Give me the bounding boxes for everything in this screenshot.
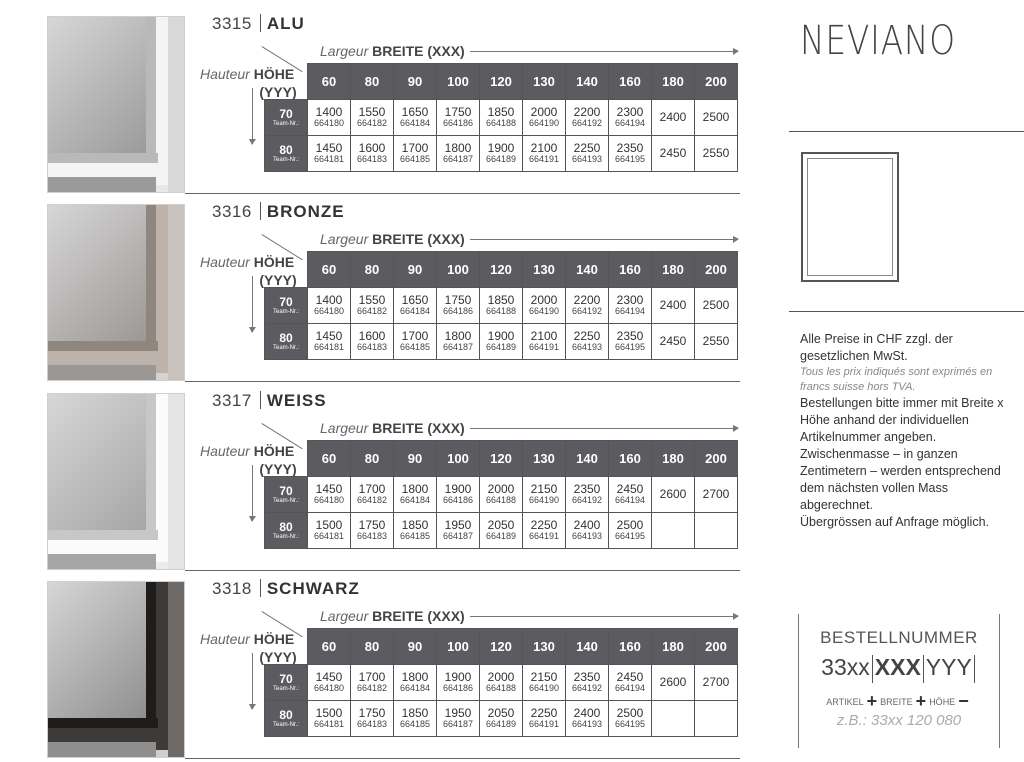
order-legend <box>799 691 999 712</box>
article-number: 664191 <box>528 531 560 542</box>
price-value: 2150 <box>530 670 558 685</box>
price-value: 1600 <box>358 141 386 156</box>
article-number: 664181 <box>313 531 345 542</box>
price-value: 2300 <box>616 293 644 308</box>
order-example: z.B.: 33xx 120 080 <box>836 712 962 729</box>
width-header: 200 <box>695 252 738 288</box>
price-cell <box>695 701 738 737</box>
price-value: 1700 <box>358 482 386 497</box>
price-value: 1750 <box>444 105 472 120</box>
price-value: 2600 <box>659 487 687 502</box>
finish-name: SCHWARZ <box>266 579 360 598</box>
article-number: 664188 <box>485 683 517 694</box>
article-number: 664190 <box>528 118 560 129</box>
article-number: 664183 <box>356 342 388 353</box>
article-number: 664195 <box>614 719 646 730</box>
price-value: 2550 <box>702 146 730 161</box>
minus-icon: − <box>958 691 969 711</box>
note-vat: Alle Preise in CHF zzgl. der gesetzlichen MwSt. <box>800 332 953 363</box>
article-number: 664185 <box>399 154 431 165</box>
article-number: 664185 <box>399 342 431 353</box>
price-value: 2600 <box>659 675 687 690</box>
price-value: 1800 <box>444 141 472 156</box>
article-number: 664188 <box>485 118 517 129</box>
price-cell <box>523 665 566 701</box>
width-header: 140 <box>566 629 609 665</box>
article-number: 664187 <box>442 342 474 353</box>
width-header: 120 <box>480 441 523 477</box>
article-number: 664191 <box>528 719 560 730</box>
price-cell <box>351 701 394 737</box>
price-value: 2050 <box>487 518 515 533</box>
article-number: 664195 <box>614 154 646 165</box>
article-number: 664184 <box>399 306 431 317</box>
width-header: 130 <box>523 441 566 477</box>
price-cell <box>652 665 695 701</box>
height-header: 70 Team-Nr.: <box>265 288 308 324</box>
price-value: 1800 <box>401 670 429 685</box>
section-separator <box>185 758 740 759</box>
article-number: 664190 <box>528 495 560 506</box>
width-header: 180 <box>652 64 695 100</box>
price-value: 2450 <box>616 482 644 497</box>
article-number: 664180 <box>313 118 345 129</box>
product-frame-icon <box>801 152 899 282</box>
price-value: 2000 <box>530 293 558 308</box>
price-value: 2500 <box>616 518 644 533</box>
article-number: 664186 <box>442 306 474 317</box>
article-number: 664188 <box>485 495 517 506</box>
height-axis-label: Hauteur HÖHE <box>200 66 295 82</box>
right-divider-2 <box>789 311 1024 312</box>
section-title <box>212 579 360 599</box>
article-number: 664180 <box>313 495 345 506</box>
price-cell <box>695 665 738 701</box>
article-number: 664187 <box>442 719 474 730</box>
price-value: 2200 <box>573 293 601 308</box>
plus-icon: + <box>915 691 927 711</box>
price-cell <box>308 665 351 701</box>
article-number: 664186 <box>442 683 474 694</box>
right-divider-1 <box>789 131 1024 132</box>
height-header: 80 Team-Nr.: <box>265 324 308 360</box>
price-value: 2700 <box>702 675 730 690</box>
price-value: 2100 <box>530 141 558 156</box>
width-header: 130 <box>523 252 566 288</box>
article-number: 664182 <box>356 118 388 129</box>
article-number: 664184 <box>399 118 431 129</box>
article-code: 3315 <box>212 14 252 33</box>
order-pattern <box>799 654 999 683</box>
width-header: 100 <box>437 629 480 665</box>
width-axis-label: Largeur BREITE (XXX) <box>320 420 465 436</box>
order-title: BESTELLNUMMER <box>820 628 978 647</box>
note-intermediate: Zwischenmasse – in ganzen Zentimetern – werden entsprechend dem nächsten vollen Mass abgerechnet. <box>800 447 1001 512</box>
price-value: 2350 <box>616 329 644 344</box>
article-number: 664182 <box>356 495 388 506</box>
price-value: 2400 <box>659 298 687 313</box>
article-number: 664192 <box>571 683 603 694</box>
height-header: 80 Team-Nr.: <box>265 513 308 549</box>
width-header: 130 <box>523 629 566 665</box>
width-header: 200 <box>695 64 738 100</box>
width-header: 90 <box>394 441 437 477</box>
width-header: 120 <box>480 629 523 665</box>
price-value: 1500 <box>315 518 343 533</box>
article-number: 664194 <box>614 495 646 506</box>
price-value: 1650 <box>401 105 429 120</box>
order-prefix: 33xx <box>821 654 870 680</box>
height-header: 80 Team-Nr.: <box>265 136 308 172</box>
price-value: 1750 <box>358 518 386 533</box>
price-value: 1550 <box>358 293 386 308</box>
price-value: 2250 <box>530 518 558 533</box>
width-header: 60 <box>308 64 351 100</box>
price-cell <box>480 665 523 701</box>
article-number: 664194 <box>614 306 646 317</box>
article-code: 3316 <box>212 202 252 221</box>
price-value: 2250 <box>573 141 601 156</box>
article-number: 664192 <box>571 118 603 129</box>
price-value: 1500 <box>315 706 343 721</box>
width-header: 180 <box>652 252 695 288</box>
price-value: 1800 <box>444 329 472 344</box>
width-header: 160 <box>609 64 652 100</box>
price-value: 1700 <box>401 141 429 156</box>
width-header: 100 <box>437 64 480 100</box>
price-value: 1450 <box>315 670 343 685</box>
price-value: 1900 <box>444 670 472 685</box>
width-header: 120 <box>480 64 523 100</box>
price-value: 2500 <box>616 706 644 721</box>
price-cell <box>351 665 394 701</box>
price-value: 1900 <box>487 141 515 156</box>
article-number: 664193 <box>571 531 603 542</box>
width-header: 80 <box>351 252 394 288</box>
article-number: 664182 <box>356 306 388 317</box>
price-value: 1450 <box>315 329 343 344</box>
price-value: 1950 <box>444 706 472 721</box>
price-value: 2400 <box>659 110 687 125</box>
article-number: 664193 <box>571 342 603 353</box>
article-number: 664181 <box>313 719 345 730</box>
article-number: 664190 <box>528 683 560 694</box>
price-value: 2550 <box>702 334 730 349</box>
price-value: 2000 <box>530 105 558 120</box>
finish-name: WEISS <box>266 391 327 410</box>
price-cell <box>566 701 609 737</box>
price-cell <box>609 701 652 737</box>
width-header: 120 <box>480 252 523 288</box>
price-value: 1550 <box>358 105 386 120</box>
width-header: 100 <box>437 441 480 477</box>
width-header: 180 <box>652 441 695 477</box>
height-code-label: (YYY) <box>259 461 297 477</box>
article-number: 664189 <box>485 154 517 165</box>
width-header: 160 <box>609 252 652 288</box>
height-header: 70 Team-Nr.: <box>265 100 308 136</box>
article-number: 664189 <box>485 342 517 353</box>
price-value: 2450 <box>659 334 687 349</box>
note-oversize: Übergrössen auf Anfrage möglich. <box>800 515 989 529</box>
article-number: 664191 <box>528 154 560 165</box>
article-number: 664188 <box>485 306 517 317</box>
price-cell <box>523 701 566 737</box>
article-number: 664183 <box>356 719 388 730</box>
order-number-box <box>798 614 1000 748</box>
price-value: 2700 <box>702 487 730 502</box>
price-cell <box>308 701 351 737</box>
width-axis-label: Largeur BREITE (XXX) <box>320 608 465 624</box>
price-cell <box>480 701 523 737</box>
article-number: 664189 <box>485 719 517 730</box>
height-axis-label: Hauteur HÖHE <box>200 443 295 459</box>
article-number: 664184 <box>399 495 431 506</box>
width-header: 160 <box>609 629 652 665</box>
width-header: 140 <box>566 64 609 100</box>
article-number: 664185 <box>399 719 431 730</box>
height-axis-label: Hauteur HÖHE <box>200 631 295 647</box>
article-number: 664194 <box>614 683 646 694</box>
width-header: 100 <box>437 252 480 288</box>
price-value: 2000 <box>487 670 515 685</box>
width-header: 140 <box>566 252 609 288</box>
order-yyy: YYY <box>925 654 972 680</box>
width-header: 200 <box>695 441 738 477</box>
height-code-label: (YYY) <box>259 272 297 288</box>
price-value: 2200 <box>573 105 601 120</box>
price-value: 2450 <box>659 146 687 161</box>
width-axis-label: Largeur BREITE (XXX) <box>320 43 465 59</box>
article-number: 664183 <box>356 531 388 542</box>
price-value: 1900 <box>487 329 515 344</box>
width-header: 90 <box>394 252 437 288</box>
price-notes <box>800 331 1005 531</box>
price-value: 1900 <box>444 482 472 497</box>
height-arrow-icon <box>252 653 253 709</box>
article-number: 664187 <box>442 531 474 542</box>
price-value: 1600 <box>358 329 386 344</box>
article-code: 3318 <box>212 579 252 598</box>
article-number: 664183 <box>356 154 388 165</box>
height-code-label: (YYY) <box>259 84 297 100</box>
width-axis-label: Largeur BREITE (XXX) <box>320 231 465 247</box>
price-value: 1850 <box>401 518 429 533</box>
article-number: 664189 <box>485 531 517 542</box>
article-number: 664187 <box>442 154 474 165</box>
article-number: 664186 <box>442 495 474 506</box>
price-value: 2250 <box>530 706 558 721</box>
width-header: 130 <box>523 64 566 100</box>
height-header: 80 Team-Nr.: <box>265 701 308 737</box>
price-value: 2350 <box>616 141 644 156</box>
article-number: 664192 <box>571 306 603 317</box>
finish-name: ALU <box>266 14 305 33</box>
price-cell <box>437 701 480 737</box>
price-cell <box>566 665 609 701</box>
article-number: 664192 <box>571 495 603 506</box>
price-value: 2250 <box>573 329 601 344</box>
width-header: 90 <box>394 629 437 665</box>
article-number: 664184 <box>399 683 431 694</box>
width-arrow-icon <box>470 616 738 617</box>
order-xxx: XXX <box>874 654 921 680</box>
width-header: 180 <box>652 629 695 665</box>
legend-breite: BREITE <box>880 697 913 707</box>
price-value: 2450 <box>616 670 644 685</box>
article-number: 664181 <box>313 154 345 165</box>
price-value: 1400 <box>315 293 343 308</box>
article-number: 664180 <box>313 683 345 694</box>
price-value: 2300 <box>616 105 644 120</box>
width-header: 160 <box>609 441 652 477</box>
article-number: 664181 <box>313 342 345 353</box>
price-value: 1750 <box>358 706 386 721</box>
width-header: 80 <box>351 64 394 100</box>
price-cell <box>394 701 437 737</box>
price-value: 1700 <box>358 670 386 685</box>
price-value: 1800 <box>401 482 429 497</box>
article-number: 664194 <box>614 118 646 129</box>
product-photo <box>47 581 185 758</box>
price-value: 1450 <box>315 141 343 156</box>
price-table <box>264 628 738 737</box>
article-number: 664193 <box>571 154 603 165</box>
article-number: 664190 <box>528 306 560 317</box>
article-number: 664182 <box>356 683 388 694</box>
article-number: 664186 <box>442 118 474 129</box>
width-header: 60 <box>308 252 351 288</box>
price-value: 2350 <box>573 670 601 685</box>
finish-name: BRONZE <box>266 202 345 221</box>
article-number: 664185 <box>399 531 431 542</box>
price-value: 1650 <box>401 293 429 308</box>
price-cell <box>437 665 480 701</box>
article-number: 664191 <box>528 342 560 353</box>
price-value: 1950 <box>444 518 472 533</box>
price-value: 2400 <box>573 518 601 533</box>
width-header: 60 <box>308 629 351 665</box>
price-value: 1400 <box>315 105 343 120</box>
brand-title: NEVIANO <box>800 18 956 64</box>
width-header: 200 <box>695 629 738 665</box>
width-header: 90 <box>394 64 437 100</box>
note-ordering: Bestellungen bitte immer mit Breite x Höhe anhand der individuellen Artikelnummer angeben. <box>800 396 1004 444</box>
price-value: 2350 <box>573 482 601 497</box>
price-cell <box>652 701 695 737</box>
height-header: 70 Team-Nr.: <box>265 477 308 513</box>
height-header: 70 Team-Nr.: <box>265 665 308 701</box>
legend-hohe: HÖHE <box>929 697 956 707</box>
width-header: 140 <box>566 441 609 477</box>
price-value: 2100 <box>530 329 558 344</box>
price-value: 1700 <box>401 329 429 344</box>
price-value: 2400 <box>573 706 601 721</box>
price-value: 2000 <box>487 482 515 497</box>
width-header: 80 <box>351 629 394 665</box>
price-value: 1750 <box>444 293 472 308</box>
price-cell <box>609 665 652 701</box>
article-code: 3317 <box>212 391 252 410</box>
price-value: 1850 <box>487 105 515 120</box>
note-vat-fr: Tous les prix indiqués sont exprimés en francs suisse hors TVA. <box>800 366 993 393</box>
article-number: 664180 <box>313 306 345 317</box>
price-value: 2050 <box>487 706 515 721</box>
price-value: 2500 <box>702 110 730 125</box>
width-header: 60 <box>308 441 351 477</box>
height-code-label: (YYY) <box>259 649 297 665</box>
article-number: 664193 <box>571 719 603 730</box>
plus-icon: + <box>866 691 878 711</box>
width-header: 80 <box>351 441 394 477</box>
price-cell <box>394 665 437 701</box>
price-value: 1850 <box>401 706 429 721</box>
price-value: 2500 <box>702 298 730 313</box>
price-value: 1450 <box>315 482 343 497</box>
legend-artikel: ARTIKEL <box>826 697 864 707</box>
price-value: 1850 <box>487 293 515 308</box>
height-axis-label: Hauteur HÖHE <box>200 254 295 270</box>
article-number: 664195 <box>614 342 646 353</box>
price-value: 2150 <box>530 482 558 497</box>
article-number: 664195 <box>614 531 646 542</box>
